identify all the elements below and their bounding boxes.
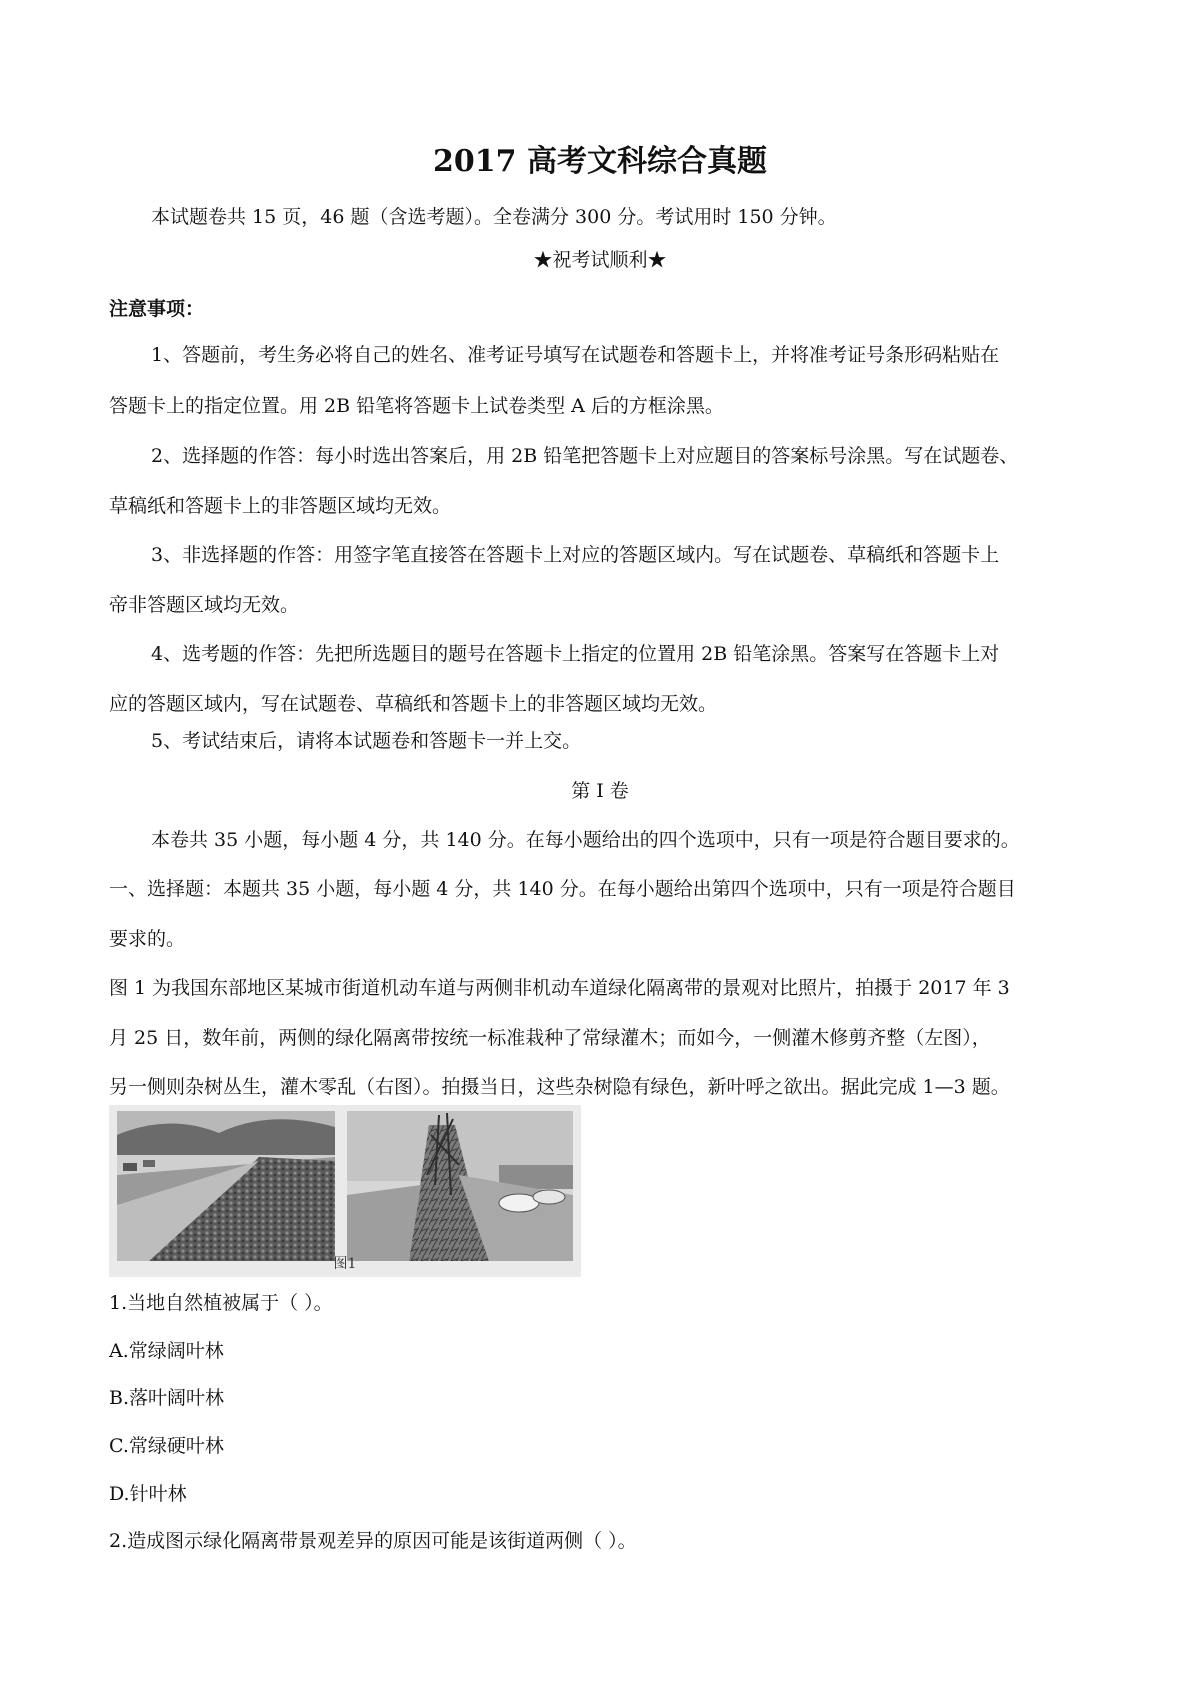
- notice-item-4-line2: 应的答题区域内，写在试题卷、草稿纸和答题卡上的非答题区域均无效。: [109, 693, 718, 715]
- passage-line2: 月 25 日，数年前，两侧的绿化隔离带按统一标准栽种了常绿灌木；而如今，一侧灌木修剪齐整（左图），: [109, 1027, 991, 1049]
- part1-heading-line1: 一、选择题：本题共 35 小题，每小题 4 分，共 140 分。在每小题给出第四个选项中，只有一项是符合题目: [109, 878, 1016, 900]
- notice-item-3-line1: 3、非选择题的作答：用签字笔直接答在答题卡上对应的答题区域内。写在试题卷、草稿纸和答题卡上: [151, 544, 1000, 566]
- notice-item-1-line2: 答题卡上的指定位置。用 2B 铅笔将答题卡上试卷类型 A 后的方框涂黑。: [109, 395, 724, 417]
- passage-line1: 图 1 为我国东部地区某城市街道机动车道与两侧非机动车道绿化隔离带的景观对比照片，拍摄于 2017 年 3: [109, 977, 1010, 999]
- notice-item-1-line1: 1、答题前，考生务必将自己的姓名、准考证号填写在试题卷和答题卡上，并将准考证号条形码粘贴在: [151, 344, 1000, 366]
- section-intro: 本卷共 35 小题，每小题 4 分，共 140 分。在每小题给出的四个选项中，只有一项是符合题目要求的。: [151, 829, 1020, 851]
- notice-item-2-line1: 2、选择题的作答：每小时选出答案后，用 2B 铅笔把答题卡上对应题目的答案标号涂黑。写在试题卷、: [151, 445, 1019, 467]
- figure-1-caption: 图1: [333, 1256, 357, 1272]
- right-photo-messy-trees: [347, 1111, 573, 1261]
- passage-line3: 另一侧则杂树丛生，灌木零乱（右图）。拍摄当日，这些杂树隐有绿色，新叶呼之欲出。据此完成 1—3 题。: [109, 1076, 1010, 1098]
- figure-1-illustration: [109, 1105, 581, 1277]
- question-1-option-d: D.针叶林: [109, 1483, 187, 1505]
- good-luck-line: ★祝考试顺利★: [533, 249, 667, 271]
- part1-heading-line2: 要求的。: [109, 928, 186, 950]
- notice-item-5: 5、考试结束后，请将本试题卷和答题卡一并上交。: [151, 730, 582, 752]
- figure-1-photo: [109, 1105, 581, 1277]
- left-photo-trimmed-shrubs: [117, 1111, 335, 1261]
- page-title: 2017 高考文科综合真题: [433, 144, 767, 179]
- notice-item-3-line2: 帝非答题区域均无效。: [109, 594, 300, 616]
- notice-item-4-line1: 4、选考题的作答：先把所选题目的题号在答题卡上指定的位置用 2B 铅笔涂黑。答案写在答题卡上对: [151, 643, 1000, 665]
- question-1-stem: 1.当地自然植被属于（ ）。: [109, 1292, 333, 1314]
- notice-item-2-line2: 草稿纸和答题卡上的非答题区域均无效。: [109, 495, 452, 517]
- section-title: 第 I 卷: [571, 780, 629, 802]
- exam-intro: 本试题卷共 15 页，46 题（含选考题）。全卷满分 300 分。考试用时 150 分钟。: [151, 206, 837, 228]
- question-2-stem: 2.造成图示绿化隔离带景观差异的原因可能是该街道两侧（ ）。: [109, 1530, 637, 1552]
- question-1-option-b: B.落叶阔叶林: [109, 1387, 225, 1409]
- question-1-option-a: A.常绿阔叶林: [109, 1340, 224, 1362]
- notice-heading: 注意事项：: [109, 298, 205, 320]
- question-1-option-c: C.常绿硬叶林: [109, 1435, 224, 1457]
